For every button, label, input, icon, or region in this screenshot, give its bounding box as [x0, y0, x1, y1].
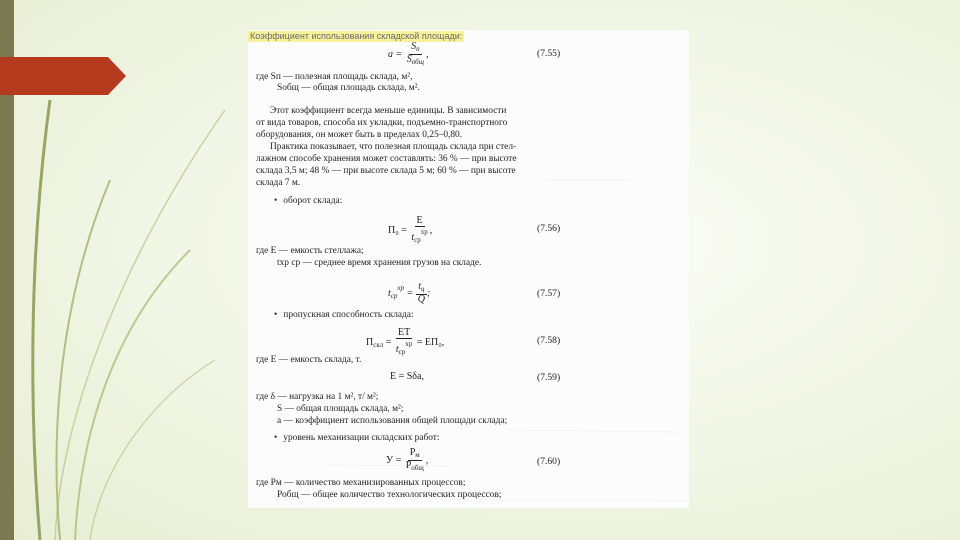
paragraph-line: от вида товаров, способа их укладки, подъемно-транспортного: [256, 118, 508, 128]
equation-7-56: П₀ = $\frac{Е}{t_{ср}^{хр}}$ ,: [388, 215, 433, 244]
paragraph-line: Практика показывает, что полезная площадь склада при стел-: [270, 142, 517, 152]
definition-line: где Рм — количество механизированных процессов;: [256, 478, 466, 488]
paragraph-line: Этот коэффициент всегда меньше единицы. В зависимости: [270, 106, 507, 116]
bullet-item: • пропускная способность склада:: [274, 310, 414, 321]
paragraph-line: оборудования, он может быть в пределах 0,25–0,80.: [256, 130, 463, 140]
bullet-item: • оборот склада:: [274, 196, 342, 207]
paragraph-line: склада 7 м.: [256, 178, 301, 188]
definition-line: где Е — емкость стеллажа;: [256, 246, 364, 256]
definition-line: Sобщ — общая площадь склада, м².: [277, 83, 420, 93]
equation-number: (7.56): [537, 223, 561, 234]
equation-number: (7.60): [537, 456, 561, 467]
header-highlight: Коэффициент использования складской площади:: [250, 31, 463, 41]
bullet-item: • уровень механизации складских работ:: [274, 433, 440, 444]
equation-number: (7.55): [537, 48, 561, 59]
definition-line: где δ — нагрузка на 1 м², т/ м²;: [256, 392, 379, 402]
equation-number: (7.59): [537, 372, 561, 383]
paragraph-line: склада 3,5 м; 48 % — при высоте склада 5 м; 60 % — при высоте: [256, 166, 516, 176]
equation-number: (7.57): [537, 288, 561, 299]
equation-7-57: $t_{ср}^{хр}$ = $\frac{t_ц}{Q}$ ;: [388, 281, 431, 305]
definition-line: Робщ — общее количество технологических процессов;: [277, 490, 502, 500]
definition-line: а — коэффициент использования общей площади склада;: [277, 416, 508, 426]
definition-line: где Sп — полезная площадь склада, м²,: [256, 72, 413, 82]
definition-line: где Е — емкость склада, т.: [256, 355, 362, 365]
paragraph-line: лажном способе хранения может составлять: 36 % — при высоте: [256, 154, 517, 164]
definition-line: S — общая площадь склада, м²;: [277, 404, 404, 414]
equation-7-58: $П_{скл}$ = $\frac{ЕТ}{t_{ср}^{хр}}$ = ЕП₀,: [366, 327, 445, 356]
definition-line: tхр ср — среднее время хранения грузов на складе.: [277, 258, 482, 268]
equation-number: (7.58): [537, 335, 561, 346]
equation-7-55: а = $\frac{S_п}{S_{общ}}$ ,: [388, 41, 429, 66]
equation-7-60: У = $\frac{Р_м}{Р_{общ}}$ ,: [386, 447, 429, 472]
document-scan: [248, 30, 689, 508]
title-marker-arrow: [0, 57, 126, 95]
equation-7-59: Е = Sδа,: [390, 371, 424, 382]
